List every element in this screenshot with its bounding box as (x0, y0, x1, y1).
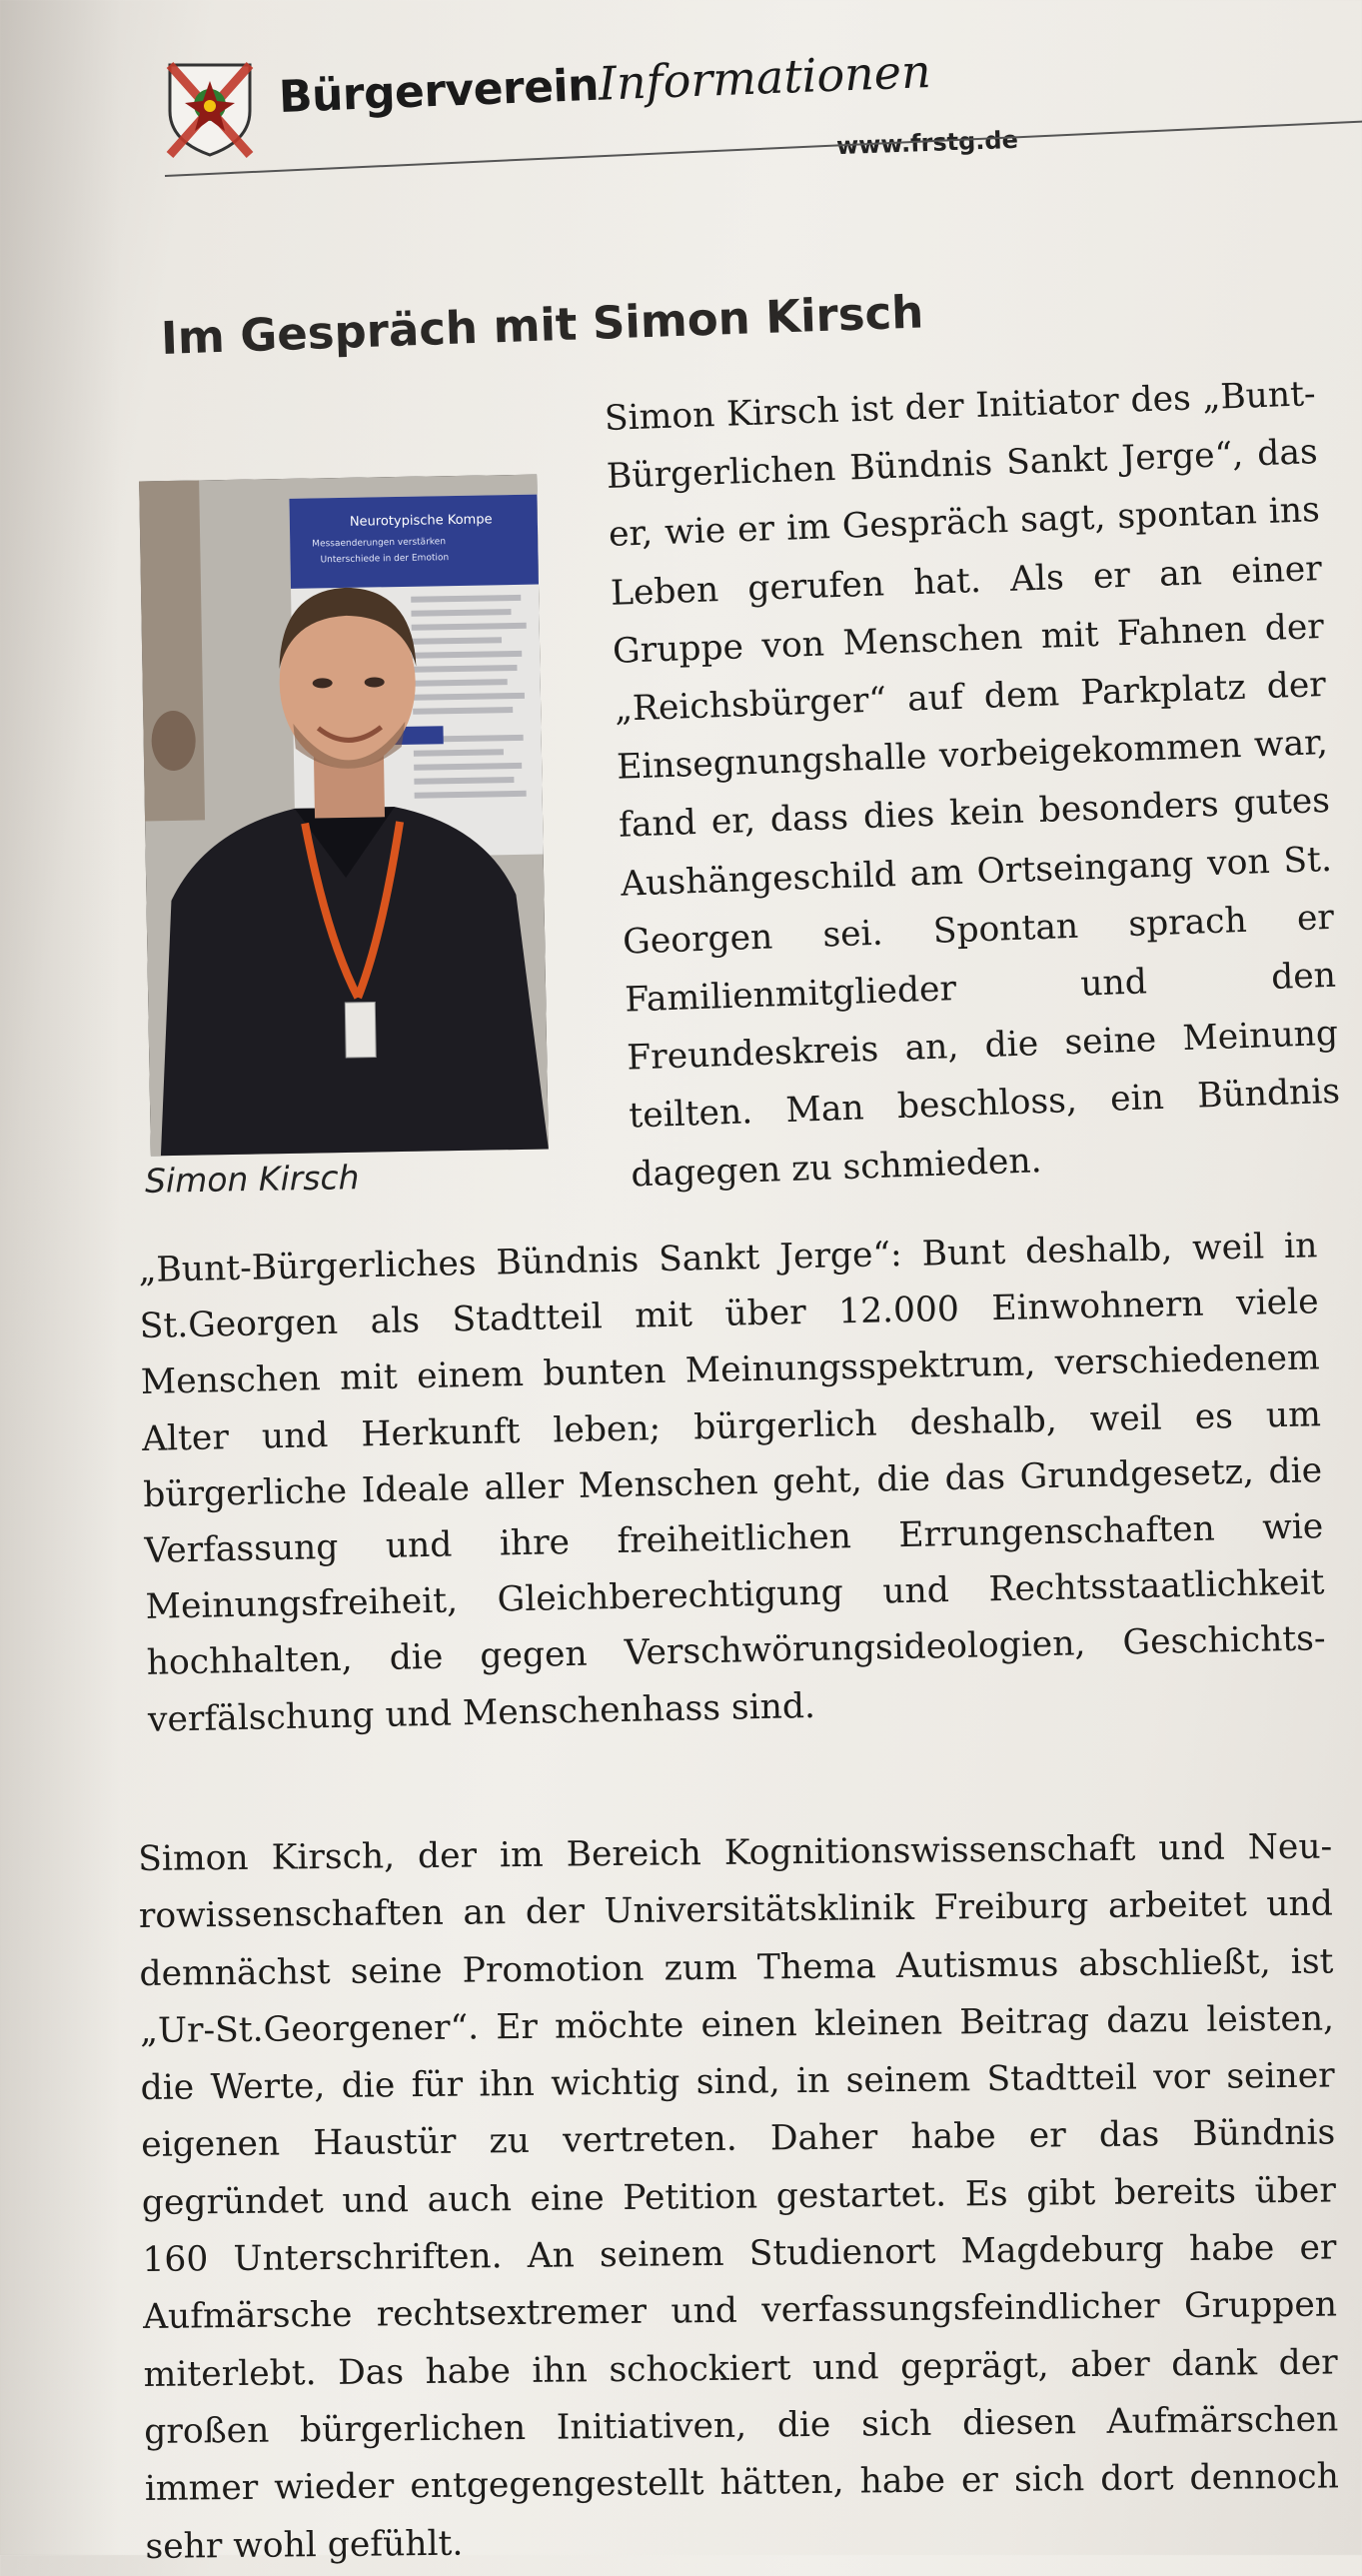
intro-paragraph: Simon Kirsch ist der Initiator des „Bunt-Bürgerlichen Bündnis Sankt Jerge“, das er, wie er im Gespräch sagt, spontan ins Leben gerufen hat. Als er an einer Gruppe von Menschen mit Fahnen der „Reichsbürger“ auf dem Parkplatz der Einsegnungshalle vorbeigekommen war, fand er, dass dies kein besonders gutes Aushängeschild am Ortseingang von St. Georgen sei. Spontan sprach er Familienmitglieder und den Freundeskreis an, die seine Meinung teilten. Man beschloss, ein Bündnis dagegen zu schmieden. (604, 374, 1341, 1196)
poster-line-1: Messaenderungen verstärken (312, 537, 447, 550)
poster-title: Neurotypische Kompe (349, 512, 493, 530)
article-title: Im Gespräch mit Simon Kirsch (160, 285, 925, 365)
newsletter-header (165, 43, 1362, 185)
portrait-photo (139, 475, 549, 1157)
newsletter-brand (278, 44, 932, 123)
header-divider (165, 120, 1362, 177)
body-paragraph-3: Simon Kirsch, der im Bereich Kognitionswissenschaft und Neurowissenschaften an der Universitätsklinik Freiburg arbeitet und demnächst seine Promotion zum Thema Autismus abschließt, ist „Ur-St.Georgener“. Er möchte einen kleinen Beitrag dazu leisten, die Werte, die für ihn wichtig sind, in seinem Stadtteil vor seiner eigenen Haustür zu vertreten. Daher habe er das Bündnis gegründet und auch eine Petition gestartet. Es gibt bereits über 160 Unterschriften. An seinem Studienort Magdeburg habe er Aufmärsche rechtsextremer und verfassungsfeindlicher Gruppen miterlebt. Das habe ihn schockiert und geprägt, aber dank der großen bürgerlichen Initiativen, die sich diesen Aufmärschen immer wieder entgegengestellt hätten, habe er sich dort dennoch sehr wohl gefühlt. (138, 1826, 1340, 2567)
body-paragraph-2: „Bunt-Bürgerliches Bündnis Sankt Jerge“: Bunt deshalb, weil in St.Georgen als Stadtteil mit über 12.000 Einwohnern viele Menschen mit einem bunten Meinungsspektrum, verschiedenem Alter und Herkunft leben; bürgerlich deshalb, weil es um bürgerliche Ideale aller Menschen geht, die das Grundgesetz, die Verfassung und ihre freiheitlichen Errungenschaften wie Meinungsfreiheit, Gleichberechtigung und Rechtsstaatlichkeit hochhalten, die gegen Verschwörungsideologien, Geschichtsverfälschung und Menschenhass sind. (138, 1226, 1326, 1740)
poster-line-2: Unterschiede in der Emotion (320, 553, 450, 566)
website-url: www.frstg.de (835, 125, 1019, 161)
brand-italic-text: Informationen (597, 43, 932, 111)
photo-caption: Simon Kirsch (144, 1158, 360, 1201)
brand-bold-text: Bürgerverein (278, 59, 600, 123)
coat-of-arms-icon (165, 59, 255, 159)
portrait-illustration (139, 475, 549, 1157)
page-shadow (0, 0, 120, 2555)
